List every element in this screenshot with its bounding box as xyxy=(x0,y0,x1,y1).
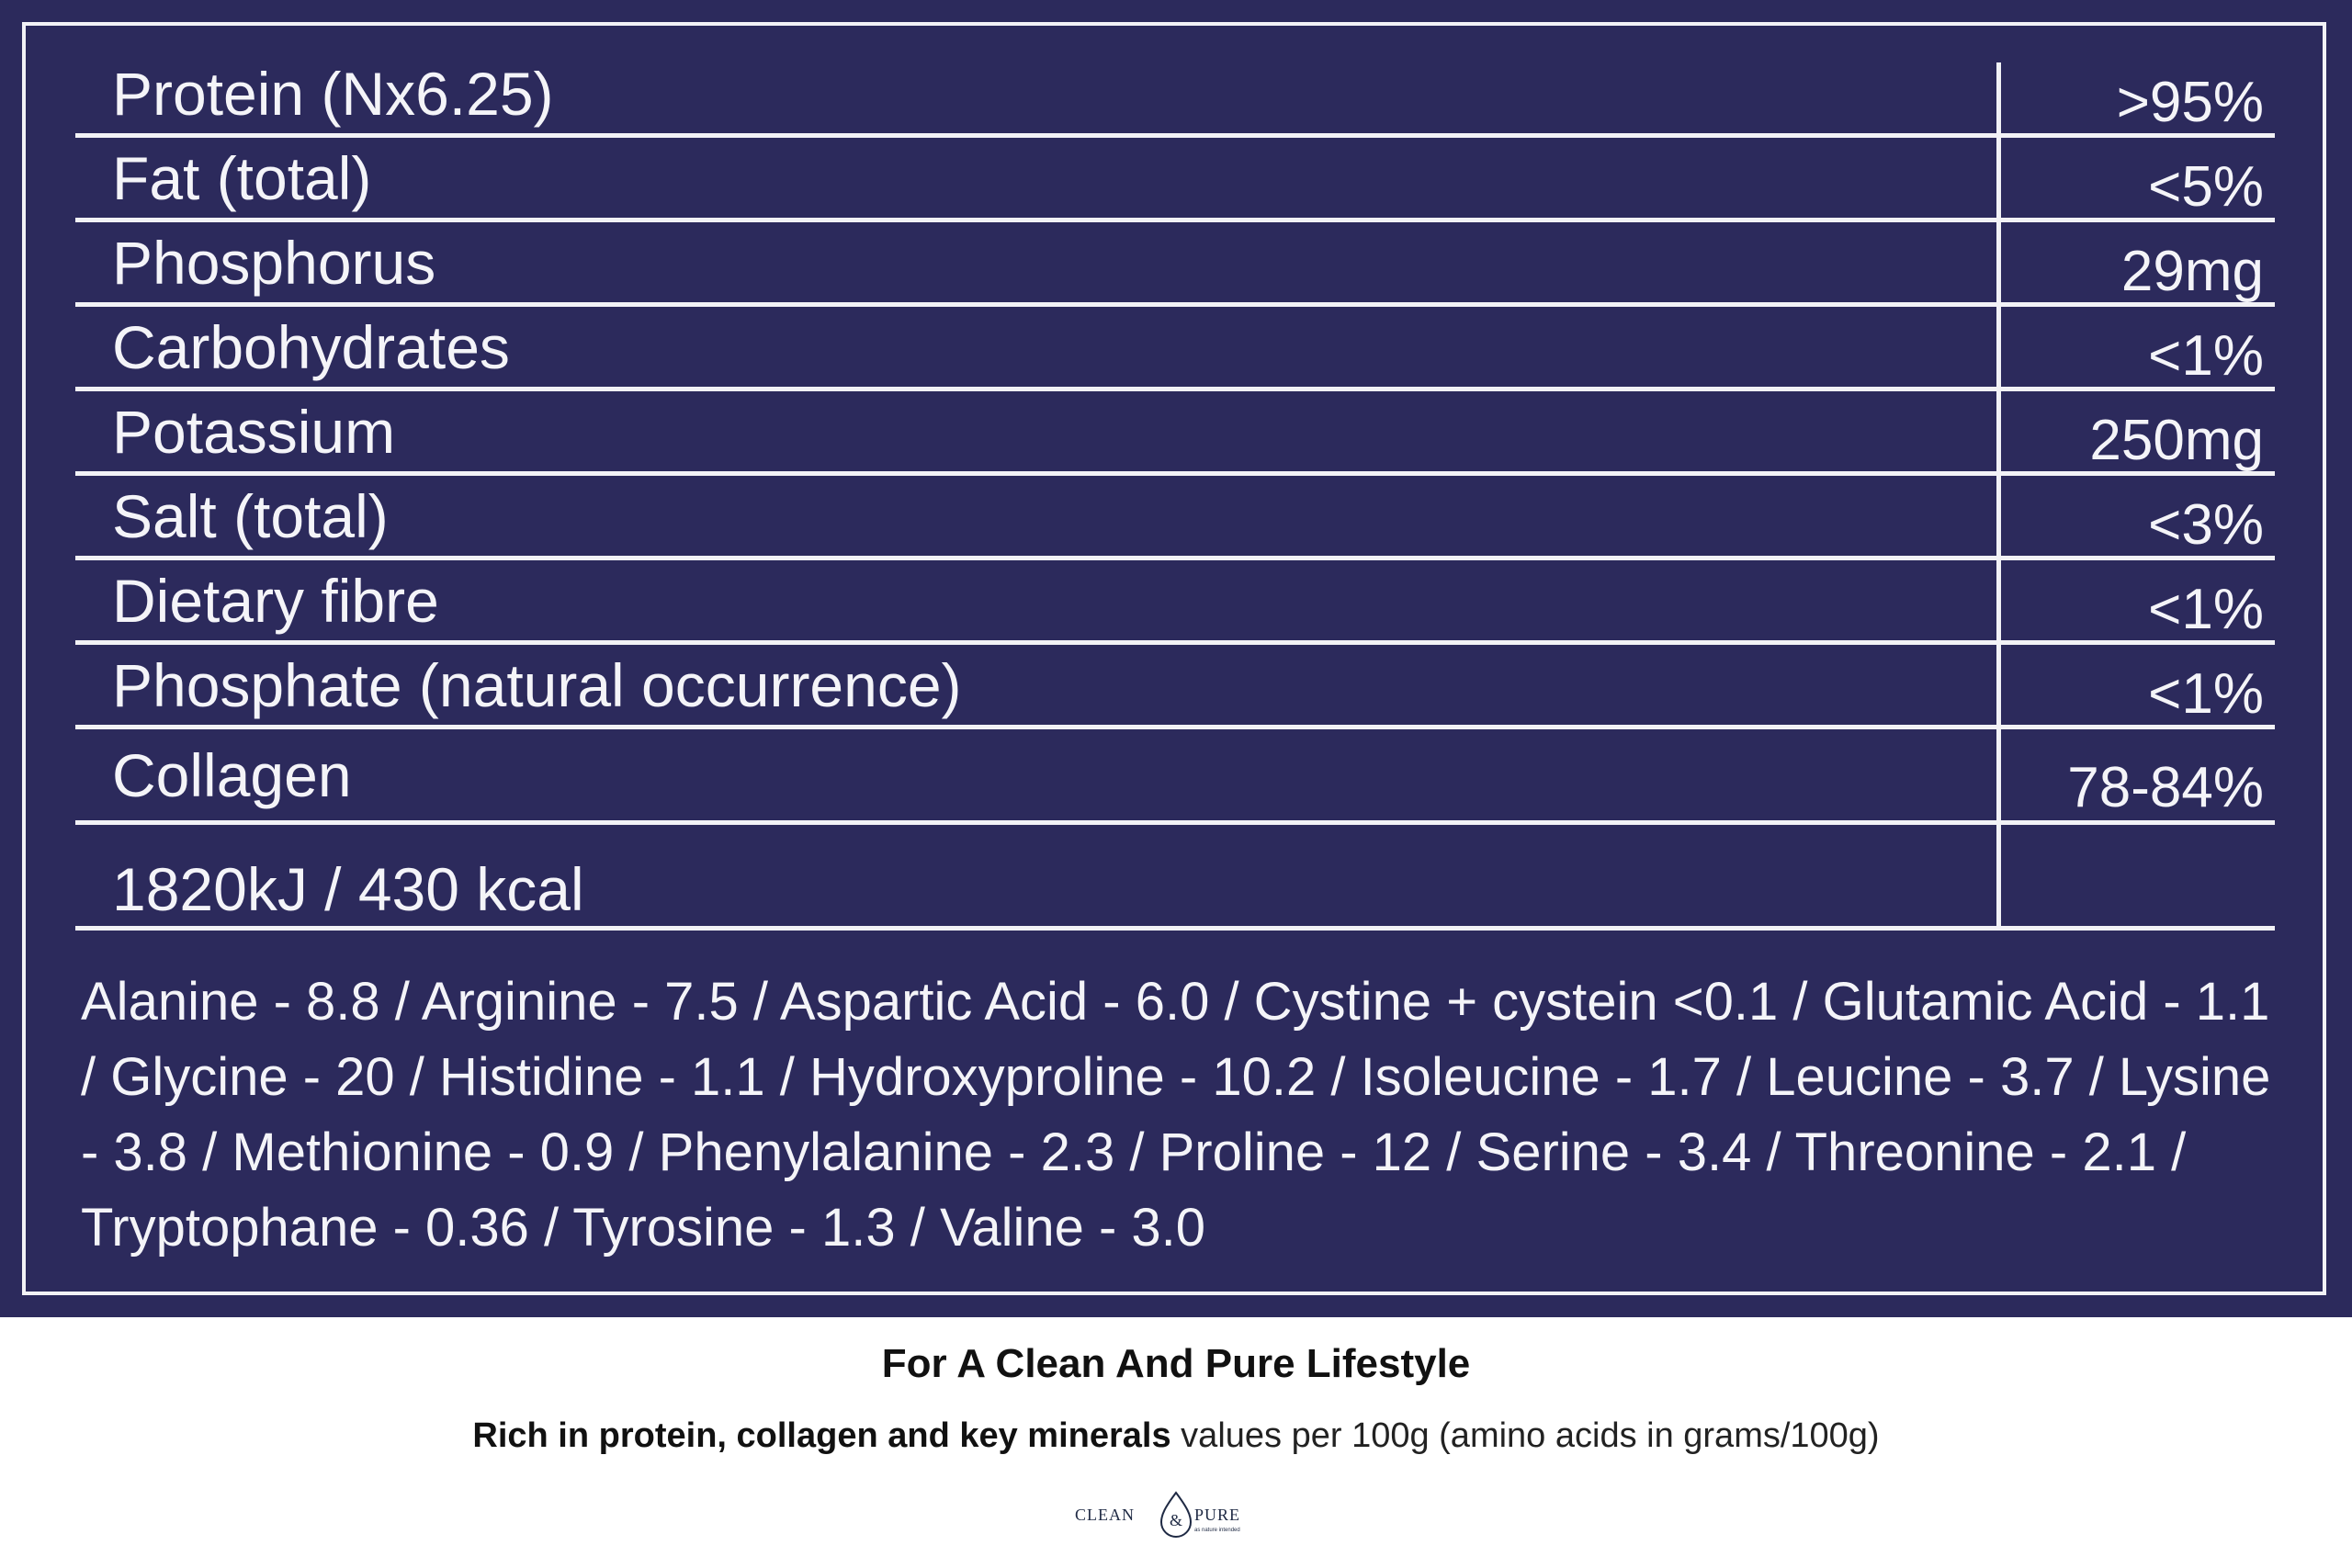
table-row xyxy=(75,138,2275,222)
table-row xyxy=(75,645,2275,729)
table-row xyxy=(75,307,2275,391)
table-row xyxy=(75,560,2275,645)
footer-subtitle xyxy=(0,1410,2352,1461)
nutrient-label: Protein (Nx6.25) xyxy=(112,60,554,128)
nutrient-label: Carbohydrates xyxy=(112,313,510,381)
nutrient-value: <1% xyxy=(2148,662,2264,726)
energy-label: 1820kJ / 430 kcal xyxy=(112,855,584,923)
nutrient-value: 250mg xyxy=(2089,409,2264,472)
table-row xyxy=(75,825,2275,931)
nutrient-value: 29mg xyxy=(2120,240,2264,303)
nutrition-table xyxy=(75,53,2275,931)
nutrient-value: 78-84% xyxy=(2067,756,2264,819)
nutrient-label: Collagen xyxy=(112,741,352,809)
logo-right-text: PURE xyxy=(1194,1506,1241,1524)
amino-acids-text: Alanine - 8.8 / Arginine - 7.5 / Aspartic Acid - 6.0 / Cystine + cystein <0.1 / Glutamic Acid - 1.1 / Glycine - 20 / Histidine - 1.1 / Hydroxyproline - 10.2 / Isoleucine - 1.7 / Leucine - 3.7 / Lysine - 3.8 / Methionine - 0.9 / Phenylalanine - 2.3 / Proline - 12 / Serine - 3.4 / Threonine - 2.1 / Tryptophane - 0.36 / Tyrosine - 1.3 / Valine - 3.0 xyxy=(81,972,2271,1258)
footer-subtitle-rest: values per 100g (amino acids in grams/100g) xyxy=(1170,1416,1880,1455)
nutrient-label: Potassium xyxy=(112,398,396,466)
logo-left-text: CLEAN xyxy=(1075,1506,1135,1524)
table-row xyxy=(75,53,2275,138)
nutrient-value: <1% xyxy=(2148,324,2264,388)
nutrient-value: >95% xyxy=(2116,71,2264,134)
table-row xyxy=(75,222,2275,307)
nutrient-label: Salt (total) xyxy=(112,482,389,550)
logo-ampersand: & xyxy=(1170,1511,1183,1529)
column-divider xyxy=(1996,62,2001,930)
nutrient-value: <5% xyxy=(2148,155,2264,219)
footer-title: For A Clean And Pure Lifestyle xyxy=(881,1341,1471,1386)
nutrient-label: Dietary fibre xyxy=(112,567,439,635)
logo-tagline: as nature intended xyxy=(1194,1528,1240,1533)
clean-pure-logo xyxy=(1057,1483,1295,1539)
table-row xyxy=(75,391,2275,476)
nutrient-label: Phosphorus xyxy=(112,229,436,297)
table-row xyxy=(75,729,2275,825)
table-row xyxy=(75,476,2275,560)
footer-subtitle-bold: Rich in protein, collagen and key minerals xyxy=(472,1416,1171,1455)
nutrient-value: <1% xyxy=(2148,578,2264,641)
nutrient-value: <3% xyxy=(2148,493,2264,557)
nutrient-label: Phosphate (natural occurrence) xyxy=(112,651,962,719)
nutrient-label: Fat (total) xyxy=(112,144,372,212)
